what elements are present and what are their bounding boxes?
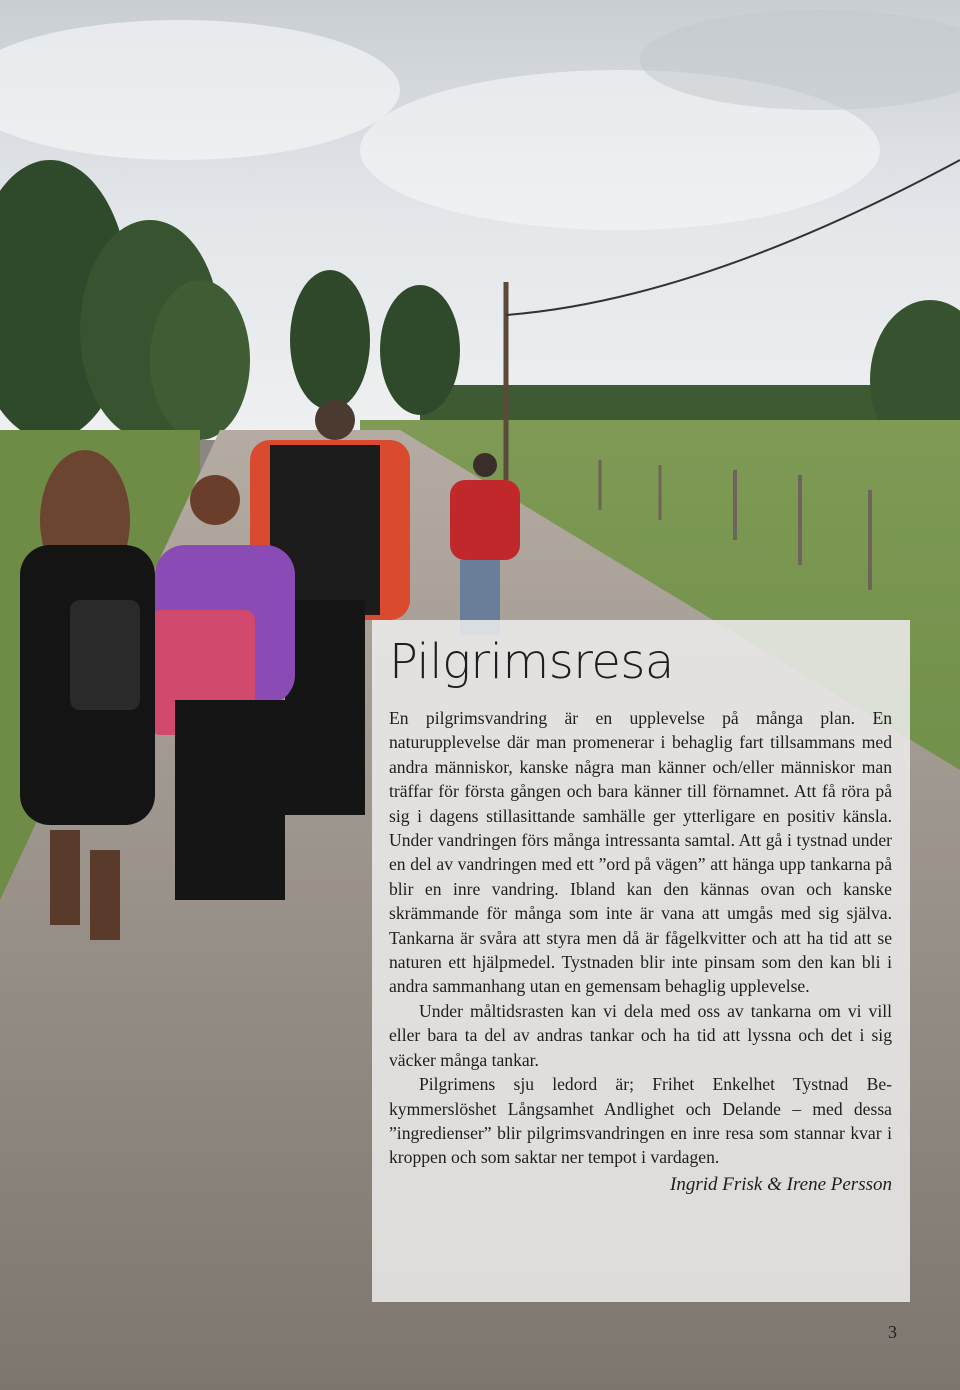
article-paragraph: En pilgrimsvandring är en upplevelse på många plan. En naturupplevelse där man promenerar i behaglig fart tillsammans med andra människor, kanske några man känner och/eller människor man träffar för första gången och bara känner till förnamnet. Att få röra på sig i dagens stillasittande samhälle ger ytterligare en positiv känsla. Under vandringen förs många intressanta samtal. Att gå i tystnad under en del av vandringen med ett ”ord på vägen” att hänga upp tankarna på blir en inre vandring. Ibland kan den kännas ovan och kanske skrämmande för många som inte är vana att umgås med sig själva. Tankarna är svåra att styra men då är fågelkvitter och att ha tid att se naturen ett hjälpmedel. Tystnaden blir inte pinsam som den kan bli i andra sammanhang utan en gemensam behaglig upplevelse. (389, 708, 892, 997)
tree (380, 285, 460, 415)
article-paragraph: Pilgrimens sju ledord är; Frihet Enkelhet Tystnad Bekymmerslöshet Långsamhet Andlighet och Delande – med dessa ”ingredienser” blir pilgrimsvandringen en inre resa som stannar kvar i kroppen och som saktar ner tempot i vardagen. (389, 1074, 892, 1168)
page-number: 3 (888, 1322, 897, 1342)
tree (150, 280, 250, 440)
author-signature: Ingrid Frisk & Irene Persson (670, 1173, 892, 1195)
tree (290, 270, 370, 410)
article-box (372, 620, 910, 1302)
article-paragraph: Under måltidsrasten kan vi dela med oss av tankarna om vi vill eller bara ta del av andras tankar och ha tid att lyssna och det i sig väcker många tankar. (389, 1000, 892, 1070)
article-title: Pilgrimsresa (389, 634, 674, 690)
